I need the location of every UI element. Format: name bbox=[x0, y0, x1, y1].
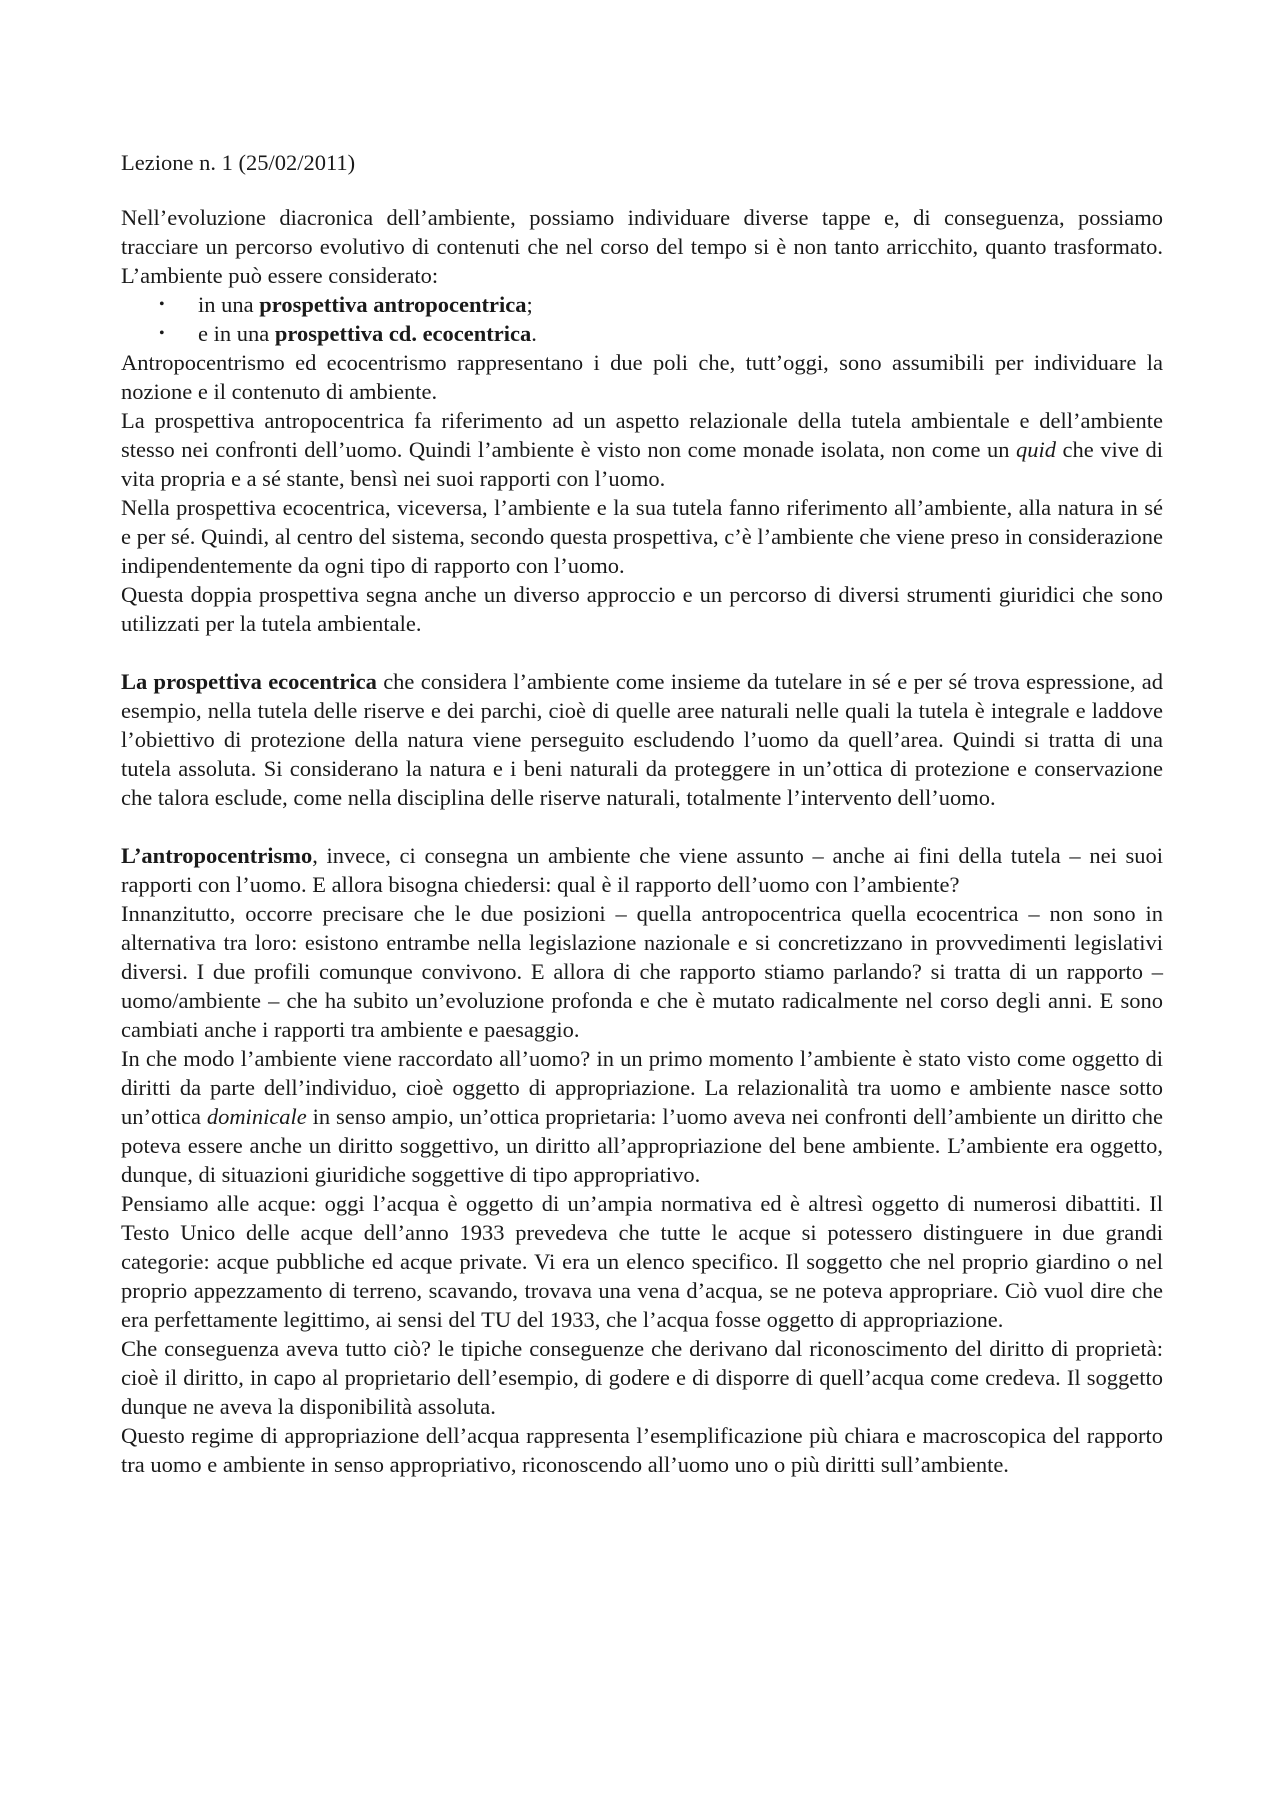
list-item-bold: prospettiva cd. ecocentrica bbox=[274, 321, 532, 346]
poles-paragraph: Antropocentrismo ed ecocentrismo rappresentano i due poli che, tutt’oggi, sono assumibili per individuare la nozione e il contenuto di ambiente. bbox=[121, 350, 1163, 404]
acque-paragraph: Pensiamo alle acque: oggi l’acqua è oggetto di un’ampia normativa ed è altresì oggetto di numerosi dibattiti. Il Testo Unico delle acque dell’anno 1933 prevedeva che tutte le acque si potessero distinguere in due grandi categorie: acque pubbliche ed acque private. Vi era un elenco specifico. Il soggetto che nel proprio giardino o nel proprio appezzamento di terreno, scavando, trovava una vena d’acqua, se ne poteva appropriare. Ciò vuol dire che era perfettamente legittimo, ai sensi del TU del 1933, che l’acqua fosse oggetto di appropriazione. bbox=[121, 1191, 1163, 1332]
regime-paragraph: Questo regime di appropriazione dell’acqua rappresenta l’esemplificazione più chiara e macroscopica del rapporto tra uomo e ambiente in senso appropriativo, riconoscendo all’uomo uno o più diritti sull’ambiente. bbox=[121, 1423, 1163, 1477]
document-page bbox=[121, 148, 1163, 1479]
paragraph-gap bbox=[121, 812, 1163, 841]
raccordo-text-1: In che modo l’ambiente viene raccordato all’uomo? in un primo momento l’ambiente è stato visto come oggetto di diritti da parte dell’individuo, cioè oggetto di appropriazione. La relazionalità tra uomo e ambiente nasce sotto un’ottica bbox=[121, 1046, 1163, 1129]
raccordo-paragraph bbox=[121, 1044, 1163, 1189]
list-item bbox=[121, 319, 1163, 348]
perspectives-list bbox=[121, 290, 1163, 348]
intro-paragraph: Nell’evoluzione diacronica dell’ambiente, possiamo individuare diverse tappe e, di conseguenza, possiamo tracciare un percorso evolutivo di contenuti che nel corso del tempo si è non tanto arricchito, quanto trasformato. L’ambiente può essere considerato: bbox=[121, 205, 1163, 288]
paragraph-gap bbox=[121, 638, 1163, 667]
bullet-icon: • bbox=[159, 296, 165, 313]
double-perspective-paragraph: Questa doppia prospettiva segna anche un diverso approccio e un percorso di diversi strumenti giuridici che sono utilizzati per la tutela ambientale. bbox=[121, 582, 1163, 636]
list-item bbox=[121, 290, 1163, 319]
ecocentric-section-heading: La prospettiva ecocentrica bbox=[121, 669, 377, 694]
antropocentric-text-1: La prospettiva antropocentrica fa riferimento ad un aspetto relazionale della tutela ambientale e dell’ambiente stesso nei confronti dell’uomo. Quindi l’ambiente è visto non come monade isolata, non come un bbox=[121, 408, 1163, 462]
antropocentrism-section-paragraph bbox=[121, 841, 1163, 899]
conseguenza-paragraph: Che conseguenza aveva tutto ciò? le tipiche conseguenze che derivano dal riconoscimento del diritto di proprietà: cioè il diritto, in capo al proprietario dell’esempio, di godere e di disporre di quell’acqua come credeva. Il soggetto dunque ne aveva la disponibilità assoluta. bbox=[121, 1336, 1163, 1419]
ecocentric-section-text: che considera l’ambiente come insieme da tutelare in sé e per sé trova espressione, ad esempio, nella tutela delle riserve e dei parchi, cioè di quelle aree naturali nelle quali la tutela è integrale e laddove l’obiettivo di protezione della natura viene perseguito escludendo l’uomo da quell’area. Quindi si tratta di una tutela assoluta. Si considerano la natura e i beni naturali da proteggere in un’ottica di protezione e conservazione che talora esclude, come nella disciplina delle riserve naturali, totalmente l’intervento dell’uomo. bbox=[121, 669, 1163, 810]
quid-italic: quid bbox=[1015, 437, 1056, 462]
antropocentric-text-2: che vive di vita propria e a sé stante, bensì nei suoi rapporti con l’uomo. bbox=[121, 437, 1163, 491]
list-item-bold: prospettiva antropocentrica bbox=[259, 292, 527, 317]
bullet-icon: • bbox=[159, 325, 165, 342]
lesson-title: Lezione n. 1 (25/02/2011) bbox=[121, 150, 356, 175]
list-item-prefix: in una bbox=[198, 292, 260, 317]
raccordo-text-2: in senso ampio, un’ottica proprietaria: l’uomo aveva nei confronti dell’ambiente un diritto che poteva essere anche un diritto soggettivo, un diritto all’appropriazione del bene ambiente. L’ambiente era oggetto, dunque, di situazioni giuridiche soggettive di tipo appropriativo. bbox=[121, 1104, 1163, 1187]
list-item-suffix: ; bbox=[526, 292, 533, 317]
antropocentrism-section-text: , invece, ci consegna un ambiente che viene assunto – anche ai fini della tutela – nei suoi rapporti con l’uomo. E allora bisogna chiedersi: qual è il rapporto dell’uomo con l’ambiente? bbox=[121, 843, 1163, 897]
ecocentric-paragraph: Nella prospettiva ecocentrica, viceversa, l’ambiente e la sua tutela fanno riferimento all’ambiente, alla natura in sé e per sé. Quindi, al centro del sistema, secondo questa prospettiva, c’è l’ambiente che viene preso in considerazione indipendentemente da ogni tipo di rapporto con l’uomo. bbox=[121, 495, 1163, 578]
list-item-prefix: e in una bbox=[198, 321, 275, 346]
innanzitutto-paragraph: Innanzitutto, occorre precisare che le due posizioni – quella antropocentrica quella ecocentrica – non sono in alternativa tra loro: esistono entrambe nella legislazione nazionale e si concretizzano in provvedimenti legislativi diversi. I due profili comunque convivono. E allora di che rapporto stiamo parlando? si tratta di un rapporto – uomo/ambiente – che ha subito un’evoluzione profonda e che è mutato radicalmente nel corso degli anni. E sono cambiati anche i rapporti tra ambiente e paesaggio. bbox=[121, 901, 1163, 1042]
dominicale-italic: dominicale bbox=[206, 1104, 307, 1129]
antropocentrism-section-heading: L’antropocentrismo bbox=[121, 843, 313, 868]
list-item-suffix: . bbox=[531, 321, 537, 346]
ecocentric-section-paragraph bbox=[121, 667, 1163, 812]
antropocentric-paragraph bbox=[121, 406, 1163, 493]
